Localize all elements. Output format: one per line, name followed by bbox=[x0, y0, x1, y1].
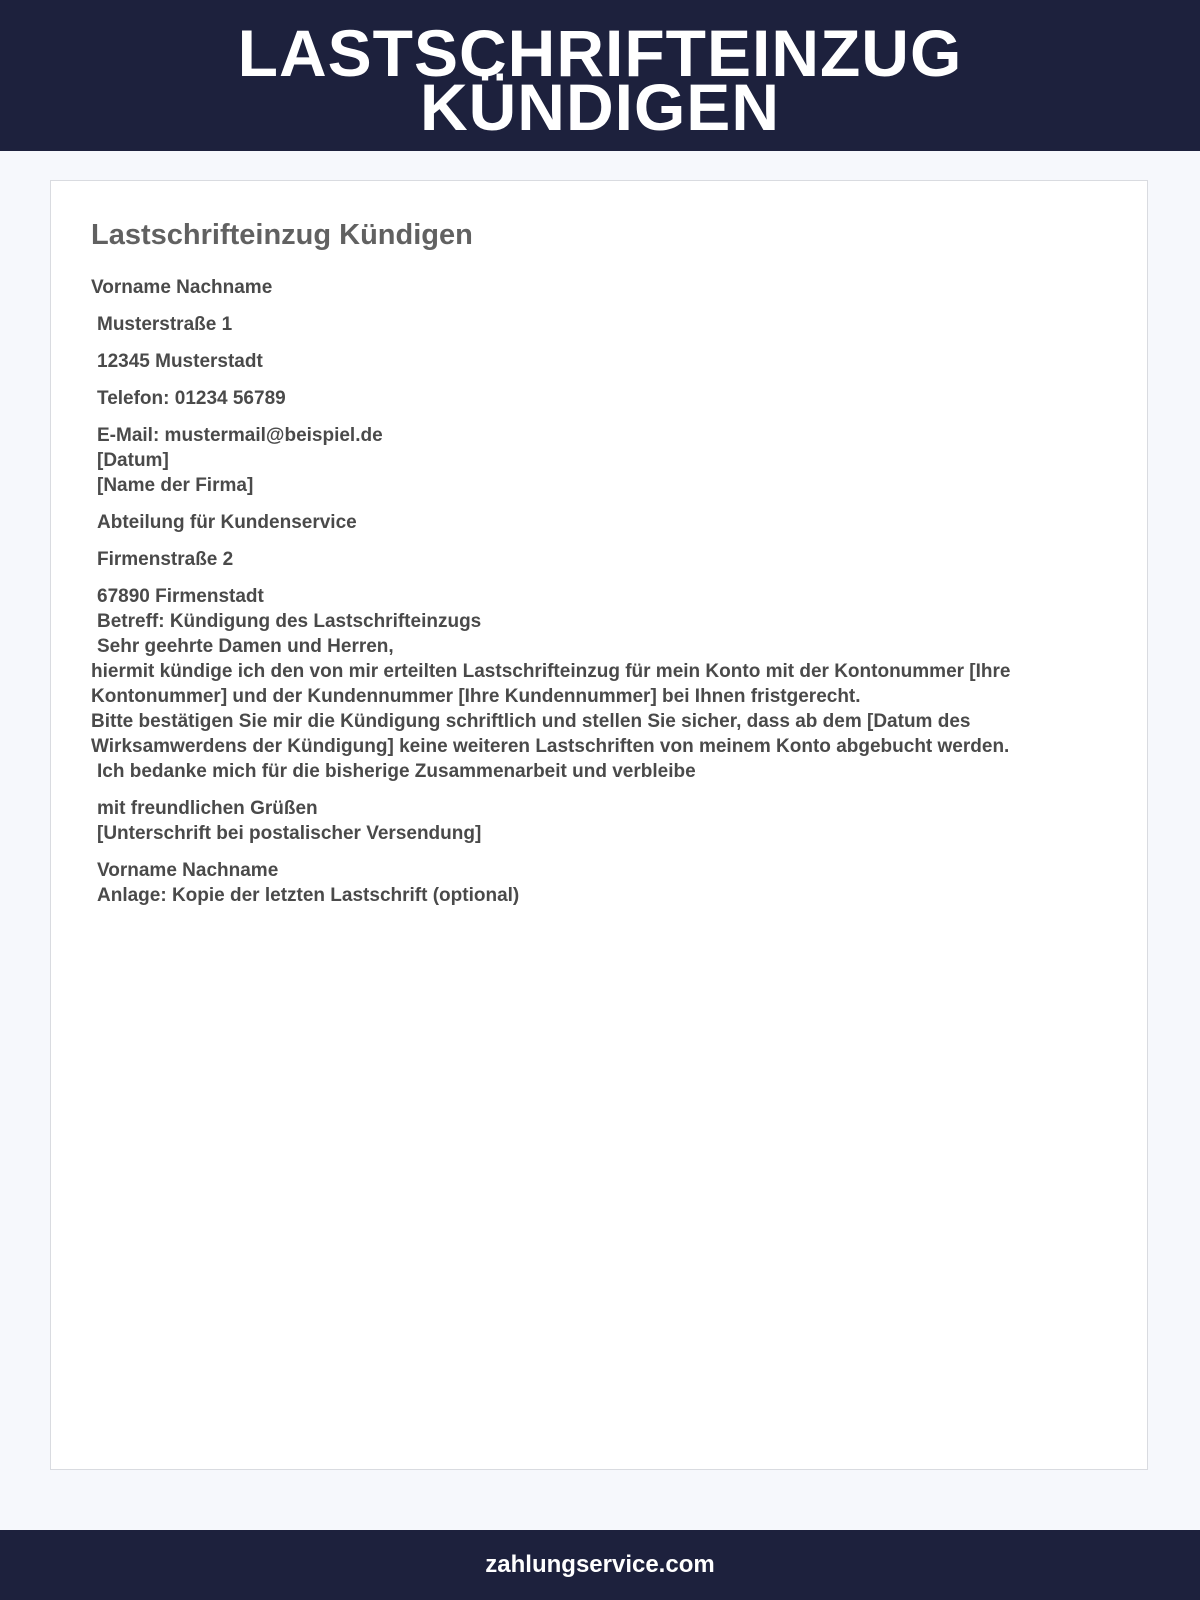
letter-card bbox=[50, 180, 1148, 1470]
sender-street: Musterstraße 1 bbox=[97, 314, 233, 335]
company-city: 67890 Firmenstadt bbox=[97, 586, 264, 607]
header-banner bbox=[0, 0, 1200, 151]
company-name: [Name der Firma] bbox=[97, 475, 254, 496]
letter-body bbox=[91, 217, 1131, 908]
footer-site-name: zahlungservice.com bbox=[485, 1551, 715, 1578]
letter-date: [Datum] bbox=[97, 450, 169, 471]
signature-name: Vorname Nachname bbox=[97, 860, 279, 881]
signature-placeholder: [Unterschrift bei postalischer Versendung] bbox=[97, 823, 482, 844]
page-title bbox=[100, 15, 1100, 144]
page-title-line-1: LASTSCHRIFTEINZUG bbox=[237, 15, 963, 90]
letter-paragraph-2: Bitte bestätigen Sie mir die Kündigung schriftlich und stellen Sie sicher, dass ab dem [Datum des Wirksamwerdens der Kündigung] keine weiteren Lastschriften von meinem Konto abgebucht werden. bbox=[91, 711, 1010, 757]
page-title-line-2: KÜNDIGEN bbox=[419, 69, 780, 144]
letter-attachment: Anlage: Kopie der letzten Lastschrift (optional) bbox=[97, 885, 520, 906]
letter-paragraph-1: hiermit kündige ich den von mir erteilten Lastschrifteinzug für mein Konto mit der Kontonummer [Ihre Kontonummer] und der Kundennummer [Ihre Kundennummer] bei Ihnen fristgerecht. bbox=[91, 661, 1016, 707]
company-street: Firmenstraße 2 bbox=[97, 549, 234, 570]
sender-phone: Telefon: 01234 56789 bbox=[97, 388, 286, 409]
sender-city: 12345 Musterstadt bbox=[97, 351, 263, 372]
footer-banner bbox=[0, 1530, 1200, 1600]
sender-name: Vorname Nachname bbox=[91, 277, 273, 298]
letter-thanks: Ich bedanke mich für die bisherige Zusammenarbeit und verbleibe bbox=[97, 761, 696, 782]
letter-closing: mit freundlichen Grüßen bbox=[97, 798, 318, 819]
letter-salutation: Sehr geehrte Damen und Herren, bbox=[97, 636, 394, 657]
company-department: Abteilung für Kundenservice bbox=[97, 512, 357, 533]
sender-email: E-Mail: mustermail@beispiel.de bbox=[97, 425, 383, 446]
letter-heading: Lastschrifteinzug Kündigen bbox=[91, 219, 473, 251]
letter-subject: Betreff: Kündigung des Lastschrifteinzugs bbox=[97, 611, 482, 632]
